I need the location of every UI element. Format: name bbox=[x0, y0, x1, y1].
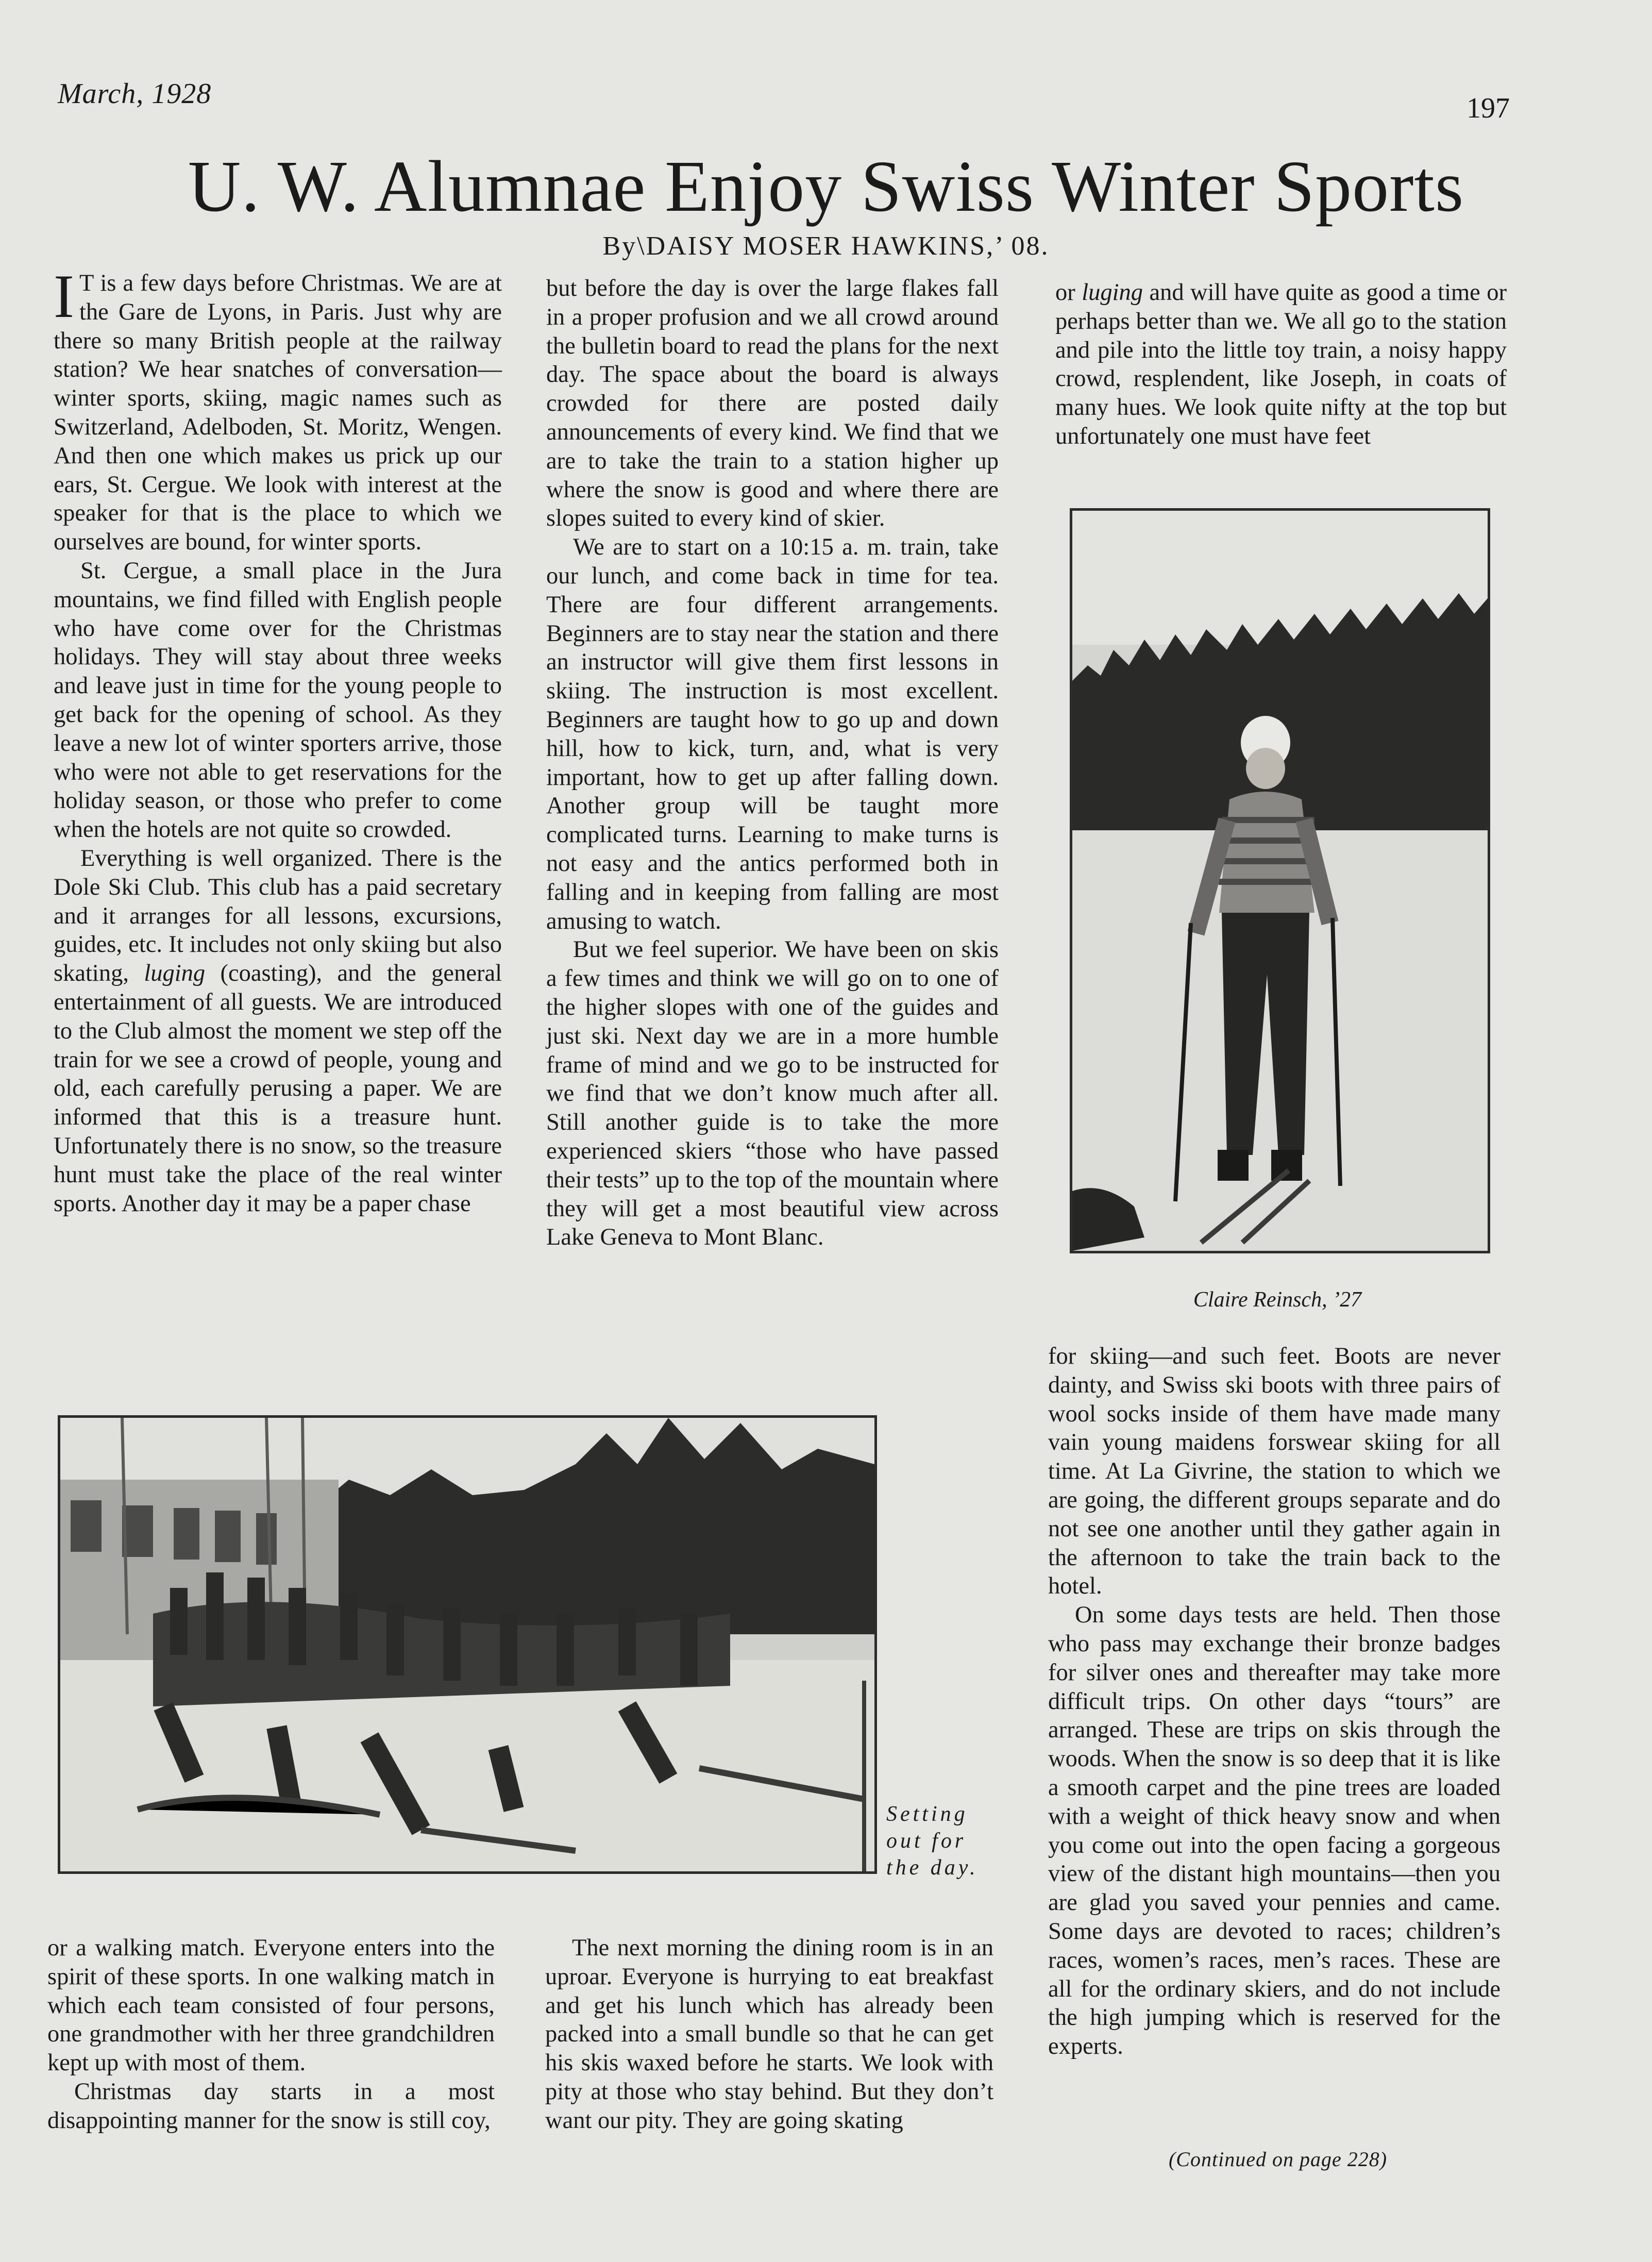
paragraph bbox=[54, 262, 502, 557]
paragraph-text: and will have quite as good a time or perhaps better than we. We all go to the station and pile into the little toy train, a noisy happy crowd, resplendent, like Joseph, in coats of many hues. We look quite nifty at the top but unfortunately one must have feet bbox=[1055, 279, 1507, 449]
column-2-lower bbox=[545, 1934, 993, 2135]
station-caption: Setting out for the day. bbox=[886, 1802, 979, 1880]
paragraph: But we feel superior. We have been on skis a few times and think we will go on to one of the higher slopes with one of the guides and just ski. Next day we are in a more humble frame of mind and we go to be instructed for we find that we don’t know much after all. Still another guide is to take the more experienced skiers “those who have passed their tests” up to the top of the mountain where they will get a most beautiful view across Lake Geneva to Mont Blanc. bbox=[546, 936, 999, 1251]
paragraph: or a walking match. Everyone enters into the spirit of these sports. In one walking match in which each team consisted of four persons, one grandmother with her three grandchildren kept up with most of them. bbox=[47, 1935, 495, 2076]
article-byline: By\DAISY MOSER HAWKINS,’ 08. bbox=[602, 231, 1050, 261]
paragraph-text: T is a few days before Christmas. We are at the Gare de Lyons, in Paris. Just why are there so many British people at the railway station? We hear snatches of conversation—winter sports, skiing, magic names such as Switzerland, Adelboden, St. Moritz, Wengen. And then one which makes us prick up our ears, St. Cergue. We look with interest at the speaker for that is the place to which we ourselves are bound, for winter sports. bbox=[54, 270, 502, 556]
paragraph-text: (coasting), and the general entertainment of all guests. We are introduced to the Club almost the moment we step off the train for we see a crowd of people, young and old, each carefully perusing a paper. We are informed that this is a treasure hunt. Unfortunately there is no snow, so the treasure hunt must take the place of the real winter sports. Another day it may be a paper chase bbox=[54, 960, 502, 1217]
paragraph: On some days tests are held. Then those who pass may exchange their bronze badges for silver ones and thereafter may take more difficult trips. On other days “tours” are arranged. These are trips on skis through the woods. When the snow is so deep that it is like a smooth carpet and the pine trees are loaded with a weight of thick heavy snow and when you come out into the open facing a gorgeous view of the distant high mountains—then you are glad you saved your pennies and came. Some days are devoted to races; children’s races, women’s races, men’s races. These are all for the ordinary skiers, and do not include the high jumping which is reserved for the experts. bbox=[1048, 1602, 1501, 2060]
portrait-caption: Claire Reinsch, ’27 bbox=[1193, 1288, 1362, 1312]
portrait-photo bbox=[1070, 508, 1490, 1253]
station-photo bbox=[58, 1415, 877, 1874]
article-title: U. W. Alumnae Enjoy Swiss Winter Sports bbox=[188, 145, 1464, 227]
paragraph: Christmas day starts in a most disappointing manner for the snow is still coy, bbox=[47, 2078, 495, 2134]
column-1-lower bbox=[47, 1934, 495, 2135]
paragraph bbox=[1055, 278, 1507, 451]
column-3-lower bbox=[1048, 1342, 1501, 2061]
italic-term: luging bbox=[144, 960, 206, 987]
paragraph: for skiing—and such feet. Boots are never dainty, and Swiss ski boots with three pairs of wool socks inside of them have made many vain young maidens forswear skiing for all time. At La Givrine, the station to which we are going, the different groups separate and do not see one another until they gather again in the afternoon to take the train back to the hotel. bbox=[1048, 1343, 1501, 1600]
ski-station-image bbox=[60, 1418, 874, 1871]
drop-cap: I bbox=[54, 262, 74, 330]
paragraph: The next morning the dining room is in an uproar. Everyone is hurrying to eat breakfast and get his lunch which has already been packed into a small bundle so that he can get his skis waxed before he starts. We look with pity at those who stay behind. But they don’t want our pity. They are going skating bbox=[545, 1935, 993, 2134]
issue-date: March, 1928 bbox=[58, 78, 212, 110]
continued-note: (Continued on page 228) bbox=[1168, 2148, 1388, 2171]
paragraph: St. Cergue, a small place in the Jura mountains, we find filled with English people who have come over for the Christmas holidays. They will stay about three weeks and leave just in time for the young people to get back for the opening of school. As they leave a new lot of winter sporters arrive, those who were not able to get reservations for the holiday season, or those who prefer to come when the hotels are not quite so crowded. bbox=[54, 557, 502, 843]
paragraph-text: Everything is well organized. There is the Dole Ski Club. This club has a paid secretary and it arranges for all lessons, excursions, guides, etc. It includes not only skiing but also skating, bbox=[54, 845, 502, 987]
paragraph bbox=[54, 844, 502, 1218]
column-1-upper bbox=[54, 262, 502, 1218]
paragraph: We are to start on a 10:15 a. m. train, take our lunch, and come back in time for tea. There are four different arrangements. Beginners are to stay near the station and there an instructor will give them first lessons in skiing. The instruction is most excellent. Beginners are taught how to go up and down hill, how to kick, turn, and, what is very important, how to get up after falling down. Another group will be taught more complicated turns. Learning to make turns is not easy and the antics performed both in falling and in keeping from falling are most amusing to watch. bbox=[546, 534, 999, 934]
italic-term: luging bbox=[1082, 279, 1143, 306]
skier-portrait-image bbox=[1072, 511, 1488, 1251]
column-3-top bbox=[1055, 278, 1507, 451]
paragraph-text: or bbox=[1055, 279, 1082, 306]
page-number: 197 bbox=[1466, 92, 1510, 124]
paragraph: but before the day is over the large flakes fall in a proper profusion and we all crowd around the bulletin board to read the plans for the next day. The space about the board is always crowded for there are posted daily announcements of every kind. We find that we are to take the train to a station higher up where the snow is good and where there are slopes suited to every kind of skier. bbox=[546, 275, 999, 532]
column-2-upper bbox=[546, 274, 999, 1252]
